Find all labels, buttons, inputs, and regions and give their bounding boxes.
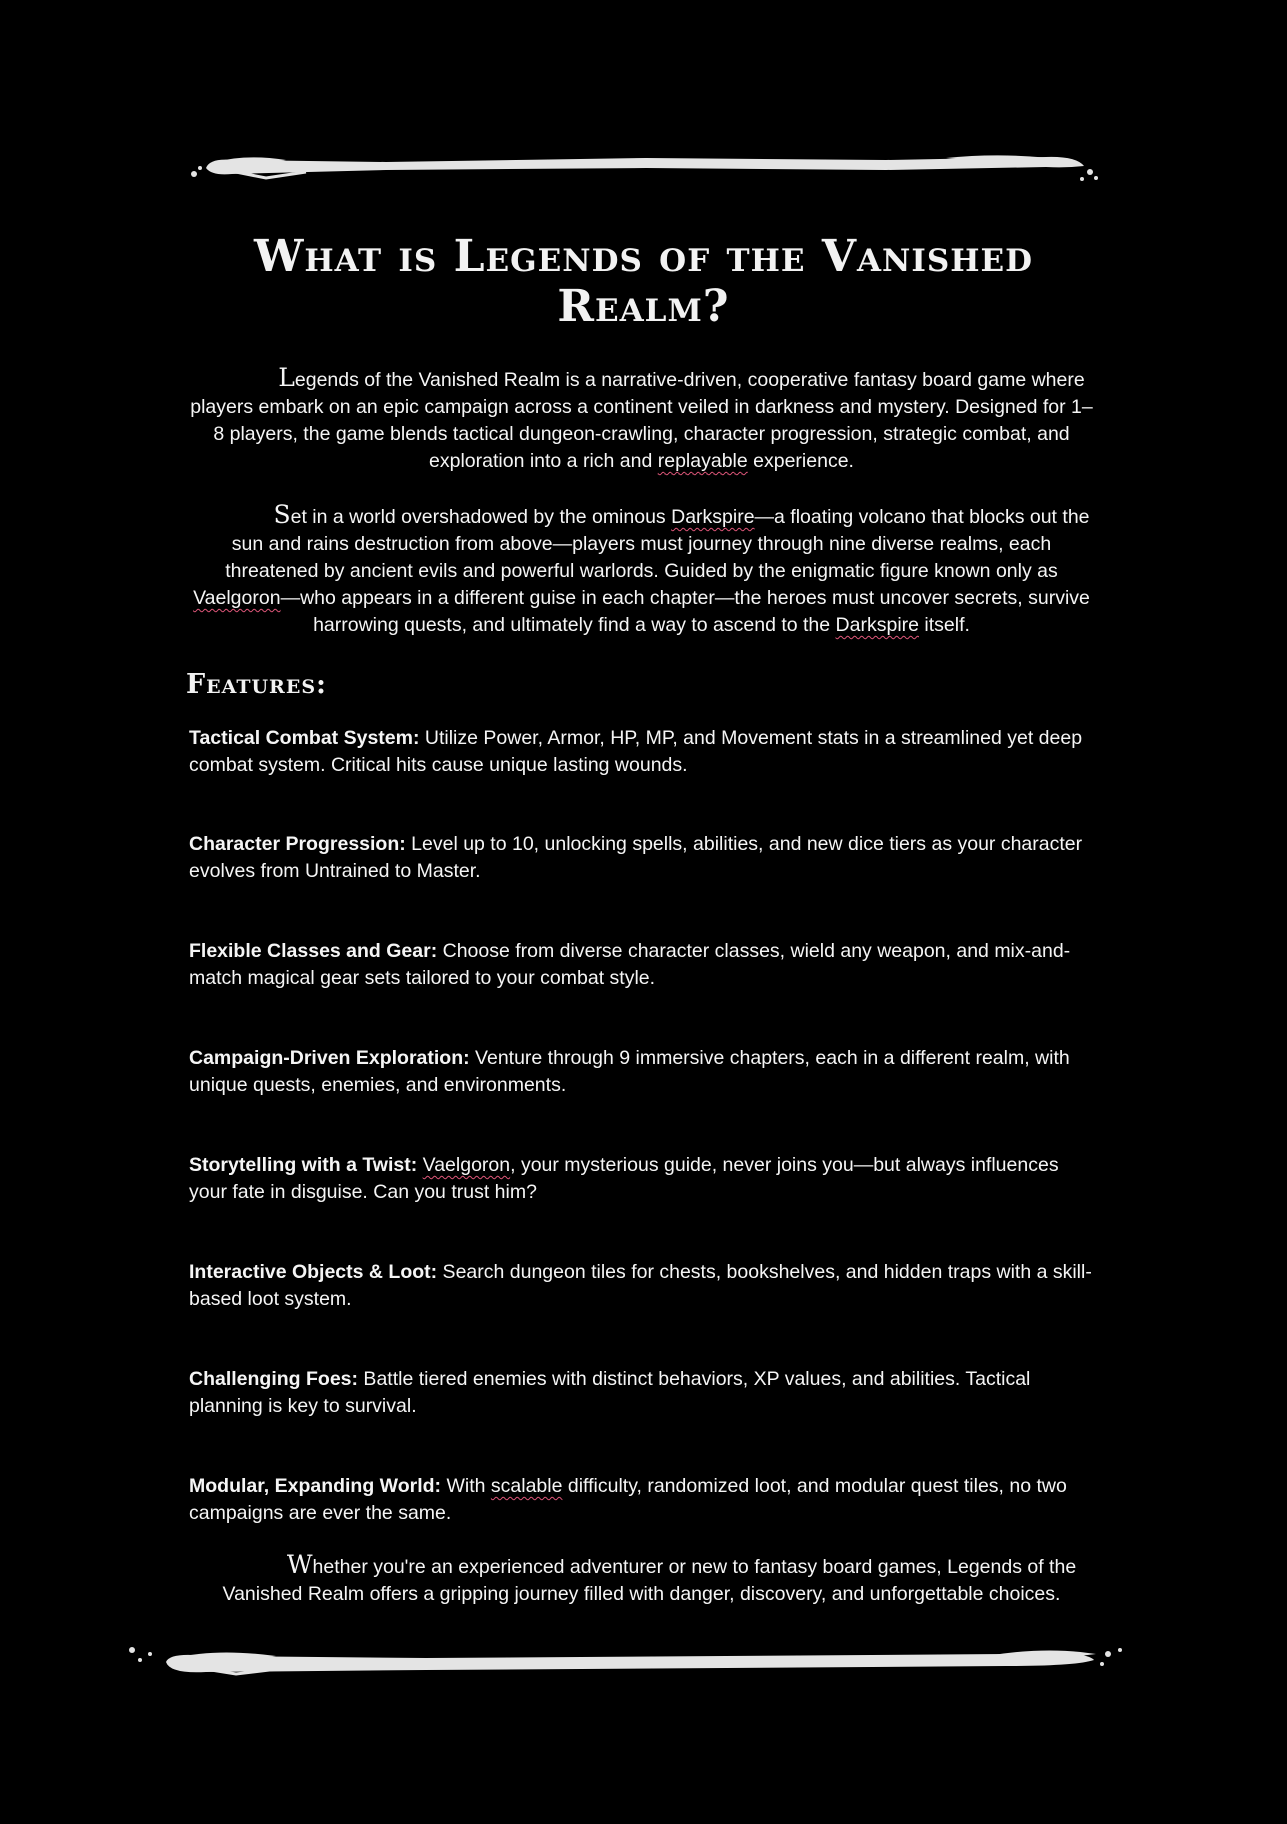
spellcheck-word[interactable]: replayable — [657, 450, 748, 472]
feature-item — [189, 938, 1099, 992]
feature-text: Utilize Power, Armor, HP, MP, and Movement stats in a streamlined yet deep combat system. Critical hits cause unique lasting wounds. — [189, 727, 1083, 776]
feature-text: difficulty, randomized loot, and modular quest tiles, no two campaigns are ever the same. — [189, 1475, 1067, 1524]
feature-item — [189, 725, 1099, 779]
feature-item — [189, 1045, 1099, 1099]
dropcap: W — [286, 1550, 313, 1579]
intro-text: itself. — [918, 614, 970, 636]
page-title: What is Legends of the Vanished Realm? — [253, 231, 1034, 332]
feature-term: Campaign-Driven Exploration: — [189, 1047, 470, 1069]
feature-term: Modular, Expanding World: — [189, 1475, 442, 1497]
intro-text: et in a world overshadowed by the ominous — [290, 506, 672, 528]
feature-term: Flexible Classes and Gear: — [189, 940, 438, 962]
feature-term: Challenging Foes: — [189, 1368, 359, 1390]
feature-term: Tactical Combat System: — [189, 727, 420, 749]
feature-text: Search dungeon tiles for chests, bookshelves, and hidden traps with a skill-based loot system. — [189, 1261, 1092, 1310]
intro-paragraph-1 — [188, 363, 1095, 475]
feature-text: Venture through 9 immersive chapters, each in a different realm, with unique quests, enemies, and environments. — [189, 1047, 1070, 1096]
closing-text: hether you're an experienced adventurer or new to fantasy board games, Legends of the Vanished Realm offers a gripping journey filled with danger, discovery, and unforgettable choices. — [222, 1556, 1077, 1605]
dropcap: L — [278, 363, 295, 392]
feature-term: Interactive Objects & Loot: — [189, 1261, 438, 1283]
feature-item — [189, 1366, 1099, 1420]
brush-divider-top-icon — [186, 148, 1100, 188]
feature-term: Storytelling with a Twist: — [189, 1154, 418, 1176]
feature-text: Level up to 10, unlocking spells, abilities, and new dice tiers as your character evolves from Untrained to Master. — [189, 833, 1083, 882]
intro-paragraph-2 — [188, 500, 1095, 639]
features-heading: Features: — [186, 669, 328, 700]
dropcap: S — [273, 500, 291, 529]
feature-item — [189, 1473, 1099, 1527]
spellcheck-word[interactable]: Darkspire — [835, 614, 919, 636]
feature-text: With — [441, 1475, 491, 1497]
feature-text: , your mysterious guide, never joins you—but always influences your fate in disguise. Can you trust him? — [189, 1154, 1059, 1203]
feature-item — [189, 831, 1099, 885]
feature-term: Character Progression: — [189, 833, 406, 855]
closing-paragraph — [188, 1550, 1095, 1608]
intro-text: —a floating volcano that blocks out the sun and rains destruction from above—players must journey through nine diverse realms, each threatened by ancient evils and powerful warlords. Guided by the enigmatic figure known only as — [225, 506, 1090, 582]
spellcheck-word[interactable]: Vaelgoron — [422, 1154, 511, 1176]
feature-item — [189, 1259, 1099, 1313]
feature-text: Battle tiered enemies with distinct behaviors, XP values, and abilities. Tactical planning is key to survival. — [189, 1368, 1031, 1417]
spellcheck-word[interactable]: Darkspire — [671, 506, 755, 528]
intro-text: egends of the Vanished Realm is a narrative-driven, cooperative fantasy board game where players embark on an epic campaign across a continent veiled in darkness and mystery. Designed for 1–8 players, the game blends tactical dungeon-crawling, character progression, strategic combat, and exploration into a rich and — [190, 369, 1093, 472]
intro-text: experience. — [747, 450, 854, 472]
spellcheck-word[interactable]: scalable — [490, 1475, 563, 1497]
feature-item — [189, 1152, 1099, 1206]
feature-text: Choose from diverse character classes, wield any weapon, and mix-and-match magical gear sets tailored to your combat style. — [189, 940, 1071, 989]
spellcheck-word[interactable]: Vaelgoron — [193, 587, 281, 609]
brush-divider-bottom-icon — [126, 1640, 1132, 1684]
intro-text: —who appears in a different guise in each chapter—the heroes must uncover secrets, survive harrowing quests, and ultimately find a way to ascend to the — [280, 587, 1090, 636]
